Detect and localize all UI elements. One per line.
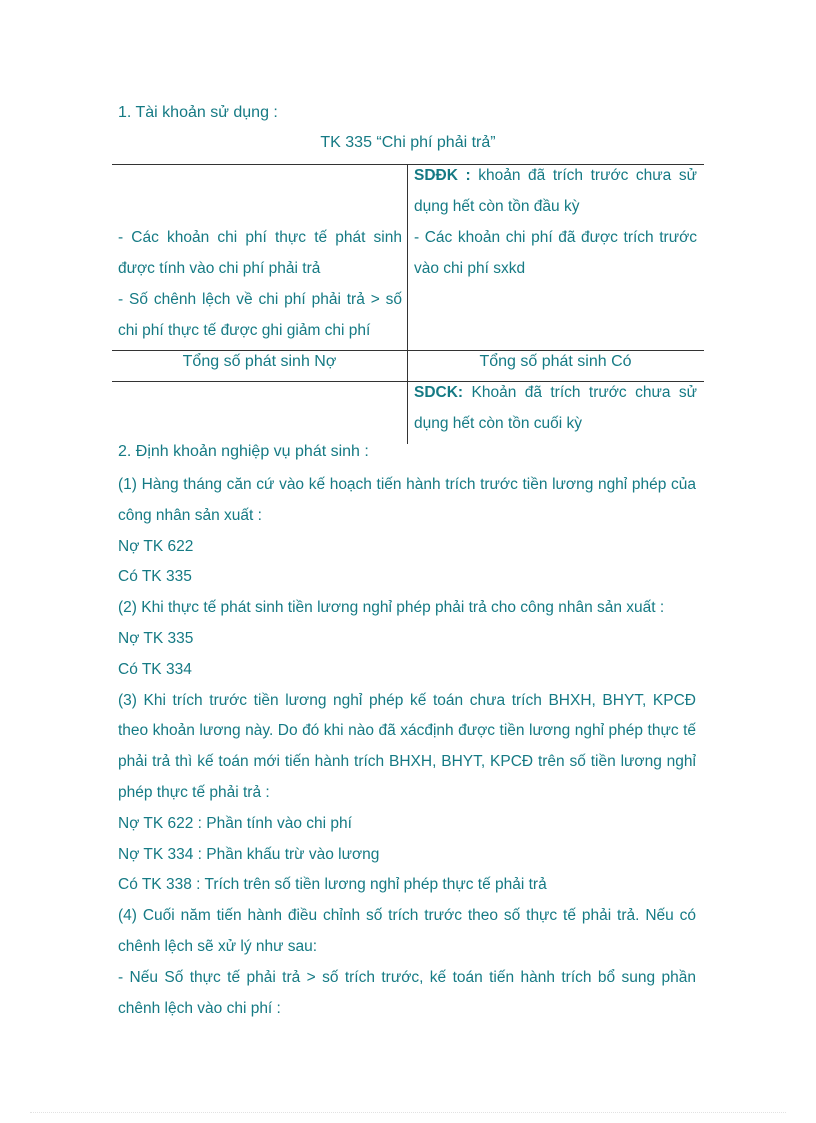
paragraph: (1) Hàng tháng căn cứ vào kế hoạch tiến hành trích trước tiền lương nghỉ phép của công nhân sản xuất : <box>118 476 696 524</box>
closing-balance-cell <box>414 377 697 439</box>
opening-balance-cell <box>414 160 697 222</box>
closing-balance-text: Khoản đã trích trước chưa sử dụng hết còn tồn cuối kỳ <box>414 384 697 432</box>
paragraph: Nợ TK 622 <box>118 537 194 555</box>
opening-balance-text: khoản đã trích trước chưa sử dụng hết còn tồn đầu kỳ <box>414 167 698 215</box>
table-center-divider <box>407 164 408 444</box>
paragraph: Có TK 338 : Trích trên số tiền lương nghỉ phép thực tế phải trả <box>118 876 547 894</box>
paragraph: Có TK 335 <box>118 568 192 586</box>
paragraph: - Nếu Số thực tế phải trả > số trích trước, kế toán tiến hành trích bổ sung phần chênh lệch vào chi phí : <box>118 968 696 1017</box>
paragraph: Có TK 334 <box>118 660 192 678</box>
debit-entry: - Số chênh lệch về chi phí phải trả > số chi phí thực tế được ghi giảm chi phí <box>118 291 402 339</box>
paragraph: (3) Khi trích trước tiền lương nghỉ phép kế toán chưa trích BHXH, BHYT, KPCĐ theo khoản lương này. Do đó khi nào đã xácđịnh được tiền lương nghỉ phép thực tế phải trả thì kế toán mới tiến hành trích BHXH, BHYT, KPCĐ trên số tiền lương nghỉ phép thực tế phải trả : <box>118 691 696 801</box>
total-credit: Tổng số phát sinh Có <box>479 353 632 370</box>
debit-entries-cell <box>118 222 402 346</box>
footer-divider <box>30 1112 786 1113</box>
closing-balance-label: SDCK: <box>414 384 464 401</box>
paragraph: (4) Cuối năm tiến hành điều chỉnh số trích trước theo số thực tế phải trả. Nếu có chênh lệch sẽ xử lý như sau: <box>118 907 696 955</box>
paragraph: (2) Khi thực tế phát sinh tiền lương nghỉ phép phải trả cho công nhân sản xuất : <box>118 599 665 617</box>
paragraph: Nợ TK 622 : Phần tính vào chi phí <box>118 814 352 832</box>
journal-entries <box>118 470 696 1024</box>
section-1-heading: 1. Tài khoản sử dụng : <box>118 104 278 121</box>
account-title: TK 335 “Chi phí phải trả” <box>320 134 496 151</box>
opening-balance-label: SDĐK : <box>414 167 471 184</box>
total-debit: Tổng số phát sinh Nợ <box>182 353 337 370</box>
credit-entries-cell <box>414 222 697 284</box>
paragraph: Nợ TK 335 <box>118 629 194 647</box>
paragraph: Nợ TK 334 : Phần khấu trừ vào lương <box>118 845 380 863</box>
credit-entry: - Các khoản chi phí đã được trích trước vào chi phí sxkd <box>414 229 697 277</box>
debit-entry: - Các khoản chi phí thực tế phát sinh được tính vào chi phí phải trả <box>118 229 402 277</box>
section-2-heading: 2. Định khoản nghiệp vụ phát sinh : <box>118 443 369 460</box>
